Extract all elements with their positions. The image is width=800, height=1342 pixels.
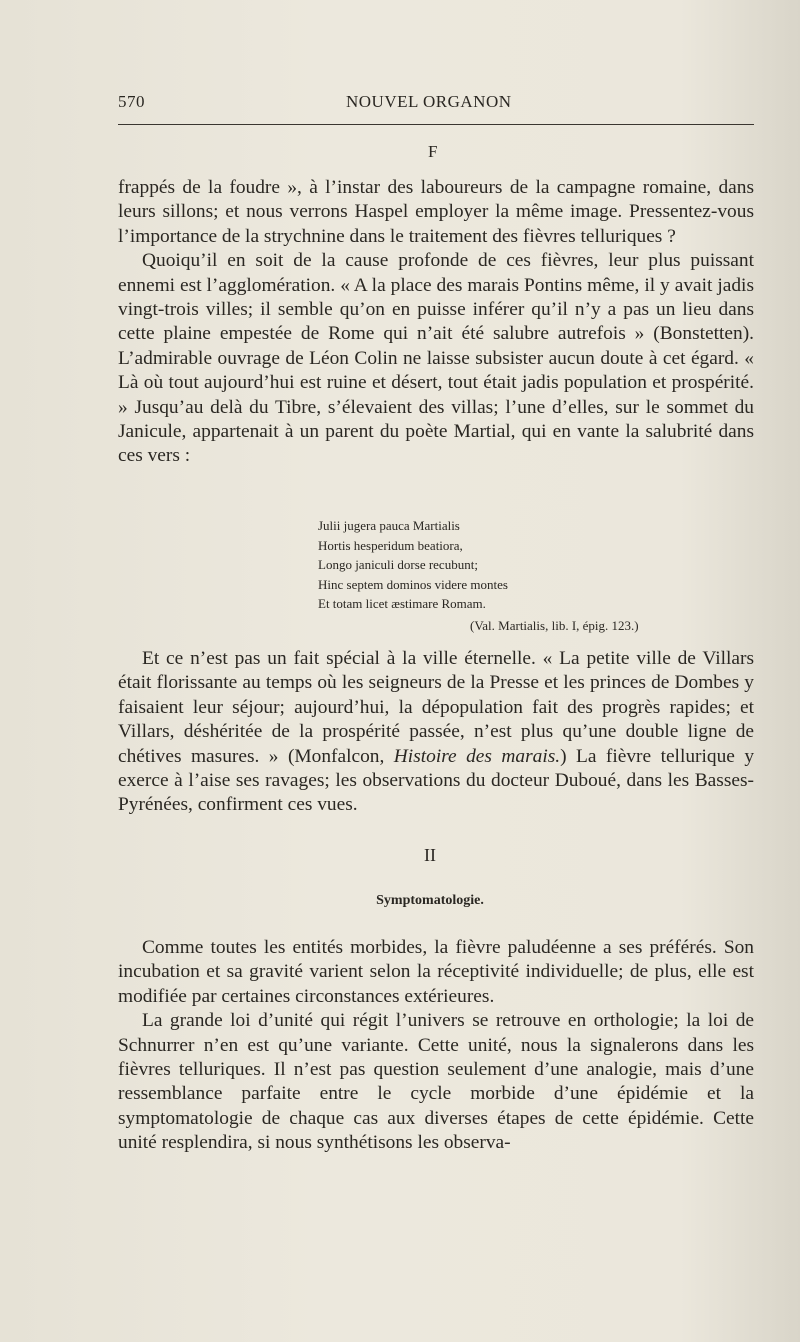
verse-line: Et totam licet æstimare Romam. [318,596,486,612]
page-header [118,92,754,116]
paragraph: frappés de la foudre », à l’instar des laboureurs de la campagne romaine, dans leurs sillons; et nous verrons Haspel employer la même image. Pressentez-vous l’importance de la strychnine dans le traitement des fièvres telluriques ? [118,177,754,247]
text-block-bottom [118,936,754,1156]
section-number: II [424,845,436,865]
italic-book-title: Histoire des marais. [393,745,561,767]
text-block-top [118,176,754,469]
paragraph-text: Et ce n’est pas un fait spécial à la ville éternelle. « La petite ville de Villars était florissante au temps où les seigneurs de la Presse et les princes de Dombes y faisaient leur séjour; aujourd’hui, la dépopulation fait des progrès rapides; et Villars, déshéritée de la prospérité passée, n’est plus qu’une double ligne de chétives masures. » (Monfalcon, [118,648,754,767]
page-number: 570 [118,92,145,111]
signature-mark: F [428,142,438,161]
paragraph: La grande loi d’unité qui régit l’univers se retrouve en orthologie; la loi de Schnurrer n’en est qu’une variante. Cette unité, nous la signalerons dans les fièvres telluriques. Il n’est pas question seulement d’une analogie, mais d’une ressemblance parfaite entre le cycle morbide d’une épidémie et la symptomatologie de chaque cas aux diverses étapes de cette épidémie. Cette unité resplendira, si nous synthétisons les observa- [118,1010,754,1154]
text-block-middle [118,647,754,818]
paragraph: Comme toutes les entités morbides, la fièvre paludéenne a ses préférés. Son incubation et sa gravité varient selon la réceptivité individuelle; de plus, elle est modifiée par certaines circonstances extérieures. [118,937,754,1007]
paragraph-text: ) La fièvre tellurique y exerce à l’aise ses ravages; les observations du docteur Duboué, dans les Basses-Pyrénées, confirment ces vues. [118,745,755,816]
verse-line: Hinc septem dominos videre montes [318,576,508,592]
verse-line: Hortis hesperidum beatiora, [318,537,463,553]
section-title: Symptomatologie. [376,893,484,908]
verse-citation: (Val. Martialis, lib. I, épig. 123.) [470,617,639,633]
header-rule [118,124,754,125]
verse-line: Julii jugera pauca Martialis [318,518,460,533]
running-title: NOUVEL ORGANON [346,92,512,111]
verse-line: Longo janiculi dorse recubunt; [318,557,478,573]
latin-verse-quote [318,516,678,636]
paragraph: Quoiqu’il en soit de la cause profonde de ces fièvres, leur plus puissant ennemi est l’agglomération. « A la place des marais Pontins même, il y avait jadis vingt-trois villes; il semble qu’on en puisse inférer qu’il n’y a pas un lieu dans cette plaine empestée de Rome qui n’ait été salubre autrefois » (Bonstetten). L’admirable ouvrage de Léon Colin ne laisse subsister aucun doute à cet égard. « Là où tout aujourd’hui est ruine et désert, tout était jadis population et prospérité. » Jusqu’au delà du Tibre, s’élevaient des villas; l’une d’elles, sur le sommet du Janicule, appartenait à un parent du poète Martial, qui en vante la salubrité dans ces vers : [118,250,754,467]
paragraph [118,647,754,818]
